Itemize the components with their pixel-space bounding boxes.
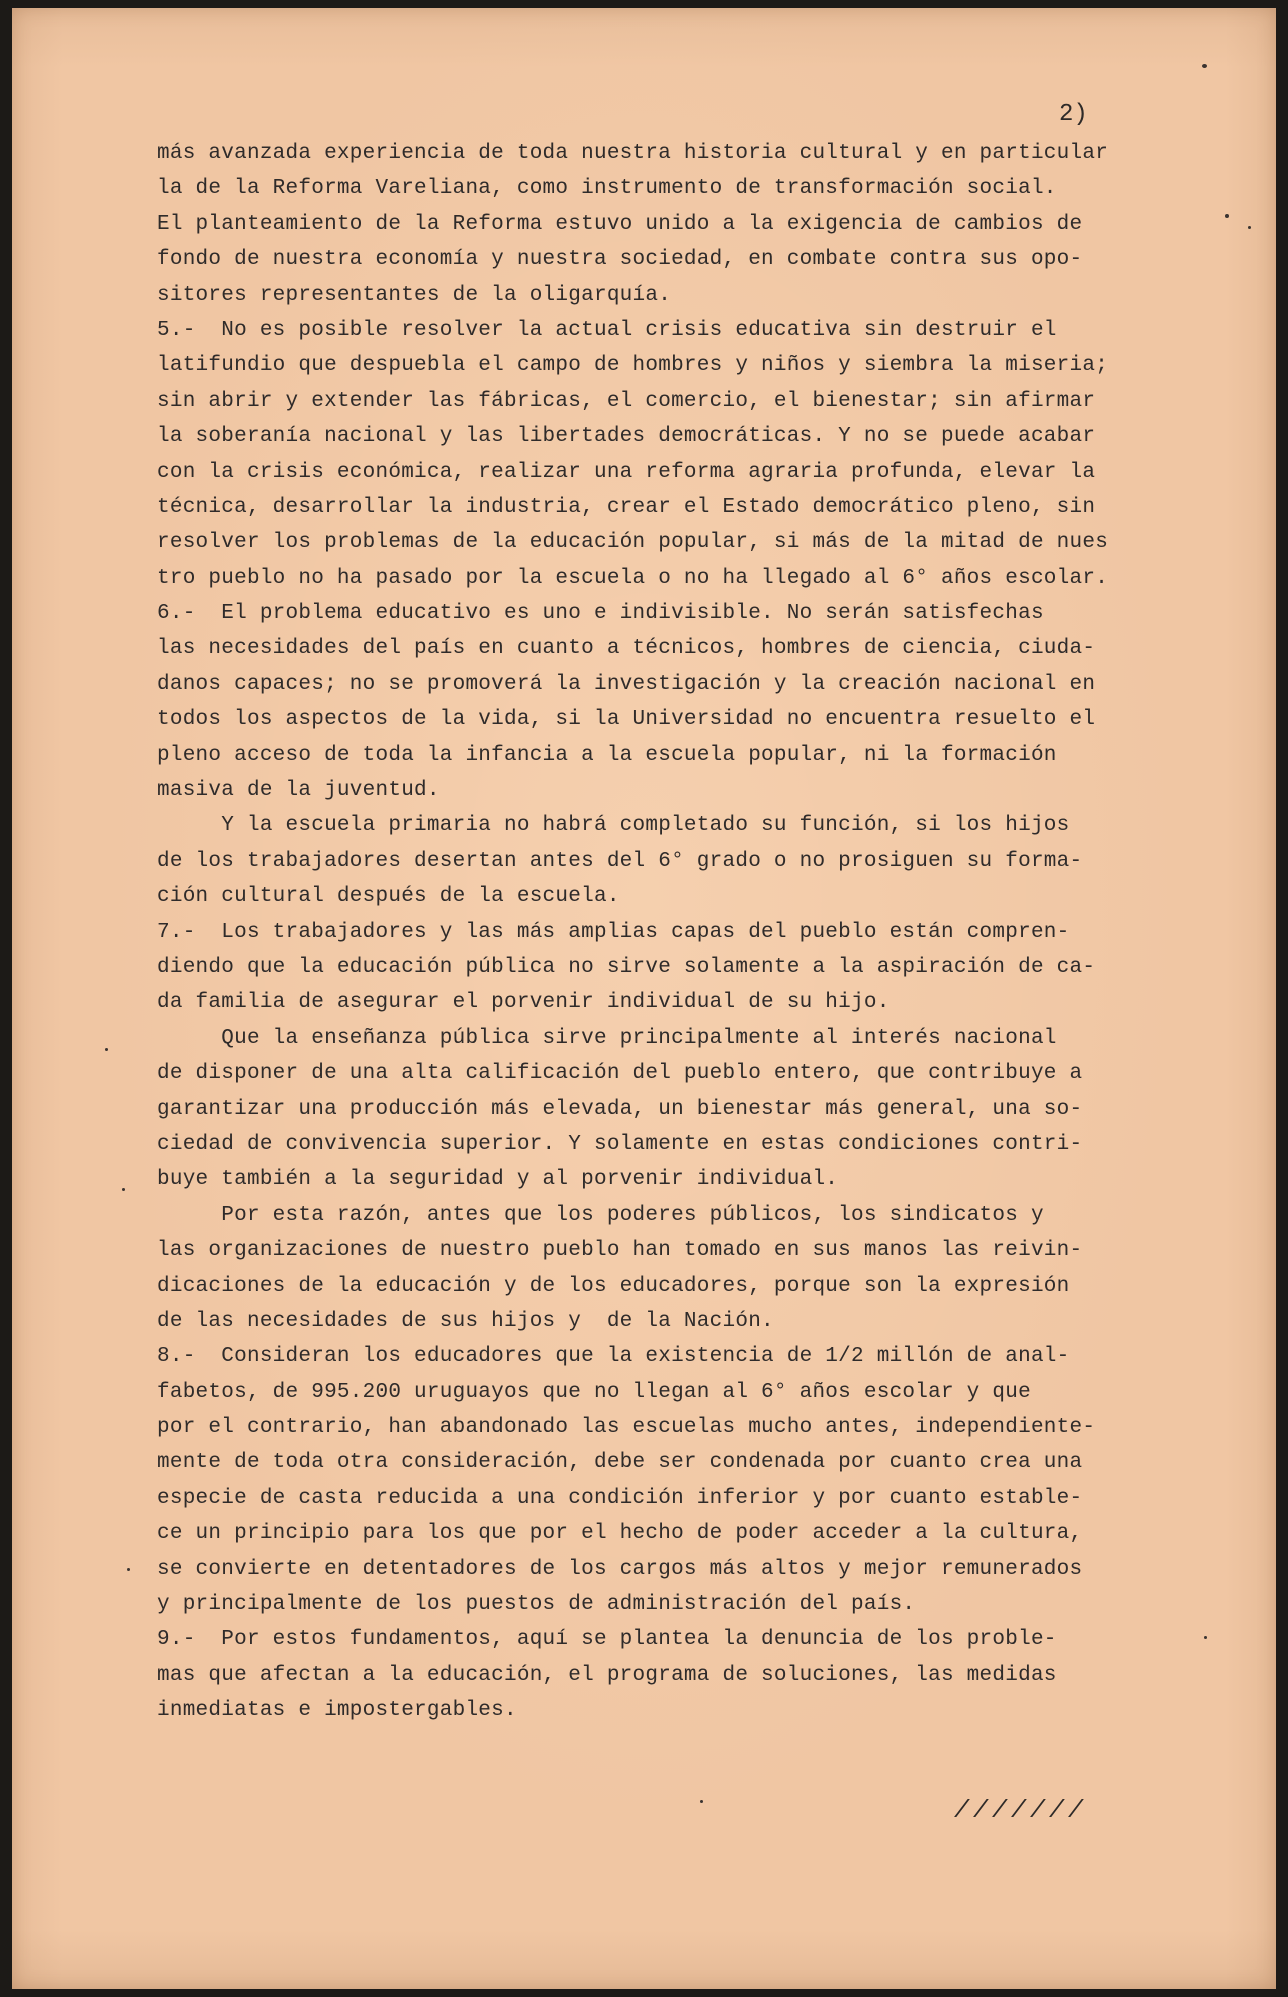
paper-speck [700, 1800, 703, 1803]
text-line: 6.- El problema educativo es uno e indivisible. No serán satisfechas [157, 602, 1044, 626]
text-line: 7.- Los trabajadores y las más amplias capas del pueblo están compren- [157, 920, 1070, 944]
text-line: ción cultural después de la escuela. [157, 885, 620, 909]
paper-speck [122, 1188, 125, 1191]
page-number: 2) [1059, 101, 1088, 128]
end-slash-marks: /////// [954, 1796, 1088, 1825]
text-line: Que la enseñanza pública sirve principalmente al interés nacional [157, 1026, 1057, 1050]
paper-speck [1248, 226, 1251, 229]
paper-speck [1204, 1636, 1207, 1639]
paper-speck [1202, 64, 1207, 68]
text-line: latifundio que despuebla el campo de hombres y niños y siembra la miseria; [157, 354, 1109, 378]
text-line: fondo de nuestra economía y nuestra sociedad, en combate contra sus opo- [157, 248, 1083, 272]
text-line: da familia de asegurar el porvenir individual de su hijo. [157, 991, 890, 1015]
text-line: todos los aspectos de la vida, si la Universidad no encuentra resuelto el [157, 708, 1096, 732]
text-line: dicaciones de la educación y de los educadores, porque son la expresión [157, 1274, 1070, 1298]
text-line: la soberanía nacional y las libertades democráticas. Y no se puede acabar [157, 425, 1096, 449]
text-line: con la crisis económica, realizar una reforma agraria profunda, elevar la [157, 460, 1096, 484]
text-line: de disponer de una alta calificación del pueblo entero, que contribuye a [157, 1062, 1083, 1086]
text-line: tro pueblo no ha pasado por la escuela o no ha llegado al 6° años escolar. [157, 566, 1109, 590]
text-line: las organizaciones de nuestro pueblo han tomado en sus manos las reivin- [157, 1239, 1083, 1263]
paper-speck [127, 1568, 130, 1571]
text-line: especie de casta reducida a una condición inferior y por cuanto estable- [157, 1486, 1083, 1510]
text-line: se convierte en detentadores de los cargos más altos y mejor remunerados [157, 1557, 1083, 1581]
text-line: ce un principio para los que por el hecho de poder acceder a la cultura, [157, 1522, 1083, 1546]
text-line: ciedad de convivencia superior. Y solamente en estas condiciones contri- [157, 1132, 1083, 1156]
text-line: pleno acceso de toda la infancia a la escuela popular, ni la formación [157, 743, 1057, 767]
text-line: masiva de la juventud. [157, 779, 440, 803]
text-line: 9.- Por estos fundamentos, aquí se plantea la denuncia de los proble- [157, 1628, 1057, 1652]
text-line: la de la Reforma Vareliana, como instrumento de transformación social. [157, 177, 1057, 201]
text-line: de las necesidades de sus hijos y de la Nación. [157, 1309, 774, 1333]
text-line: sin abrir y extender las fábricas, el comercio, el bienestar; sin afirmar [157, 389, 1096, 413]
text-line: 8.- Consideran los educadores que la existencia de 1/2 millón de anal- [157, 1345, 1070, 1369]
paper-speck [105, 1048, 108, 1051]
text-line: Por esta razón, antes que los poderes públicos, los sindicatos y [157, 1203, 1044, 1227]
text-line: sitores representantes de la oligarquía. [157, 283, 672, 307]
text-line: 5.- No es posible resolver la actual crisis educativa sin destruir el [157, 318, 1057, 342]
text-line: Y la escuela primaria no habrá completado su función, si los hijos [157, 814, 1070, 838]
text-line: danos capaces; no se promoverá la investigación y la creación nacional en [157, 672, 1096, 696]
text-line: mas que afectan a la educación, el programa de soluciones, las medidas [157, 1663, 1057, 1687]
typewritten-page [12, 8, 1276, 1989]
text-line: técnica, desarrollar la industria, crear el Estado democrático pleno, sin [157, 495, 1096, 519]
body-text [157, 136, 1217, 1729]
text-line: fabetos, de 995.200 uruguayos que no llegan al 6° años escolar y que [157, 1380, 1031, 1404]
text-line: por el contrario, han abandonado las escuelas mucho antes, independiente- [157, 1416, 1096, 1440]
paper-speck [1225, 214, 1229, 218]
text-line: resolver los problemas de la educación popular, si más de la mitad de nues [157, 531, 1109, 555]
text-line: y principalmente de los puestos de administración del país. [157, 1593, 916, 1617]
text-line: las necesidades del país en cuanto a técnicos, hombres de ciencia, ciuda- [157, 637, 1096, 661]
text-line: diendo que la educación pública no sirve solamente a la aspiración de ca- [157, 955, 1096, 979]
text-line: inmediatas e impostergables. [157, 1699, 517, 1723]
text-line: garantizar una producción más elevada, un bienestar más general, una so- [157, 1097, 1083, 1121]
text-line: El planteamiento de la Reforma estuvo unido a la exigencia de cambios de [157, 212, 1083, 236]
text-line: mente de toda otra consideración, debe ser condenada por cuanto crea una [157, 1451, 1083, 1475]
text-line: buye también a la seguridad y al porvenir individual. [157, 1168, 839, 1192]
text-line: más avanzada experiencia de toda nuestra historia cultural y en particular [157, 142, 1109, 165]
text-line: de los trabajadores desertan antes del 6° grado o no prosiguen su forma- [157, 849, 1083, 873]
